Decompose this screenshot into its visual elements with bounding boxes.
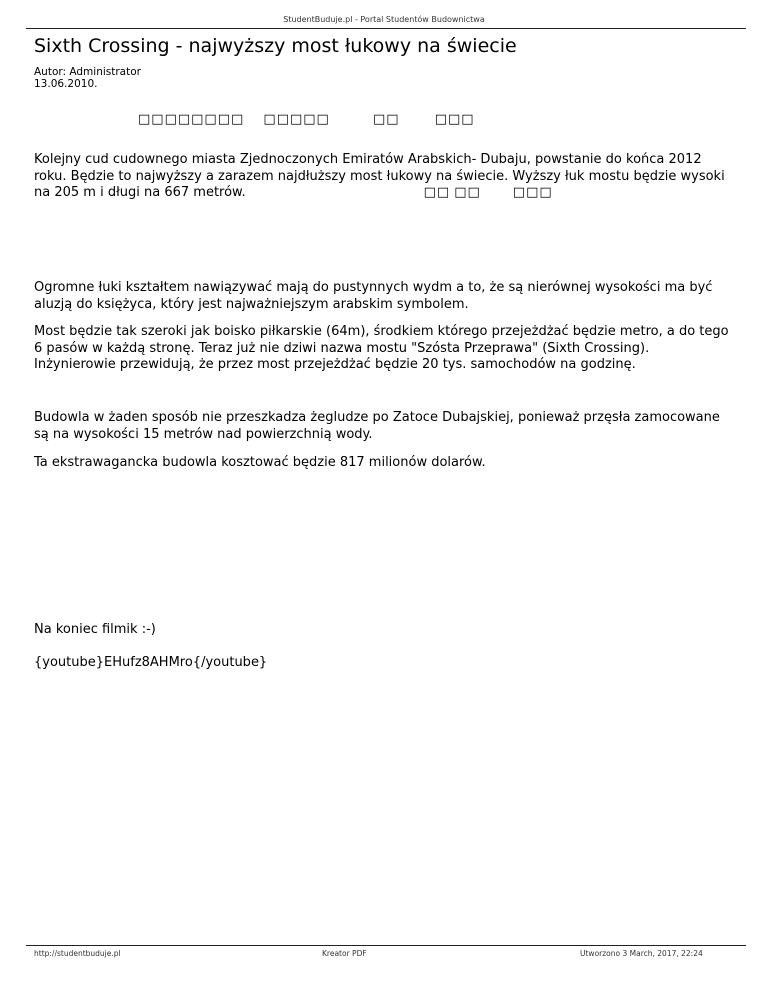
site-header: StudentBuduje.pl - Portal Studentów Budownictwa [283, 15, 485, 24]
paragraph-arches: Ogromne łuki kształtem nawiązywać mają do pustynnych wydm a to, że są nierównej wysokości ma być aluzją do księżyca, który jest najważniejszym arabskim symbolem. [34, 280, 713, 312]
paragraph-cost: Ta ekstrawagancka budowla kosztować będzie 817 milionów dolarów. [34, 455, 486, 470]
missing-glyph-group: □□□□□ [263, 112, 330, 127]
footer-divider [26, 945, 746, 946]
article-title: Sixth Crossing - najwyższy most łukowy na świecie [34, 35, 517, 57]
missing-glyph-group: □□□ [512, 185, 553, 200]
missing-glyph-group: □□□ [434, 112, 475, 127]
missing-glyph-group: □□ [423, 185, 451, 200]
missing-glyph-group: □□ [454, 185, 481, 200]
header-divider [26, 28, 746, 29]
paragraph-intro-text: Kolejny cud cudownego miasta Zjednoczonych Emiratów Arabskich- Dubaju, powstanie do końca 2012 roku. Będzie to najwyższy a zarazem najdłuższy most łukowy na świecie. Wyższy łuk mostu będzie wysoki na 205 m i długi na 667 metrów. [34, 152, 725, 200]
missing-glyph-group: □□ [372, 112, 400, 127]
footer-generator: Kreator PDF [322, 949, 367, 958]
paragraph-navigation: Budowla w żaden sposób nie przeszkadza żegludze po Zatoce Dubajskiej, ponieważ przęsła zamocowane są na wysokości 15 metrów nad powierzchnią wody. [34, 410, 720, 442]
paragraph-video-intro: Na koniec filmik :-) [34, 622, 156, 637]
footer-created: Utworzono 3 March, 2017, 22:24 [580, 949, 703, 958]
paragraph-intro [34, 152, 734, 202]
author-line: Autor: Administrator [34, 66, 141, 78]
inline-missing-glyphs [264, 185, 553, 202]
article-meta [34, 66, 141, 90]
missing-glyph-row [138, 112, 489, 127]
date-line: 13.06.2010. [34, 78, 98, 90]
youtube-embed-code: {youtube}EHufz8AHMro{/youtube} [34, 655, 268, 670]
missing-glyph-group: □□□□□□□□ [138, 112, 245, 127]
footer-url: http://studentbuduje.pl [34, 949, 121, 958]
paragraph-width: Most będzie tak szeroki jak boisko piłkarskie (64m), środkiem którego przejeżdżać będzie metro, a do tego 6 pasów w każdą stronę. Teraz już nie dziwi nazwa mostu "Szósta Przeprawa" (Sixth Crossing). Inżynierowie przewidują, że przez most przejeżdżać będzie 20 tys. samochodów na godzinę. [34, 324, 729, 372]
